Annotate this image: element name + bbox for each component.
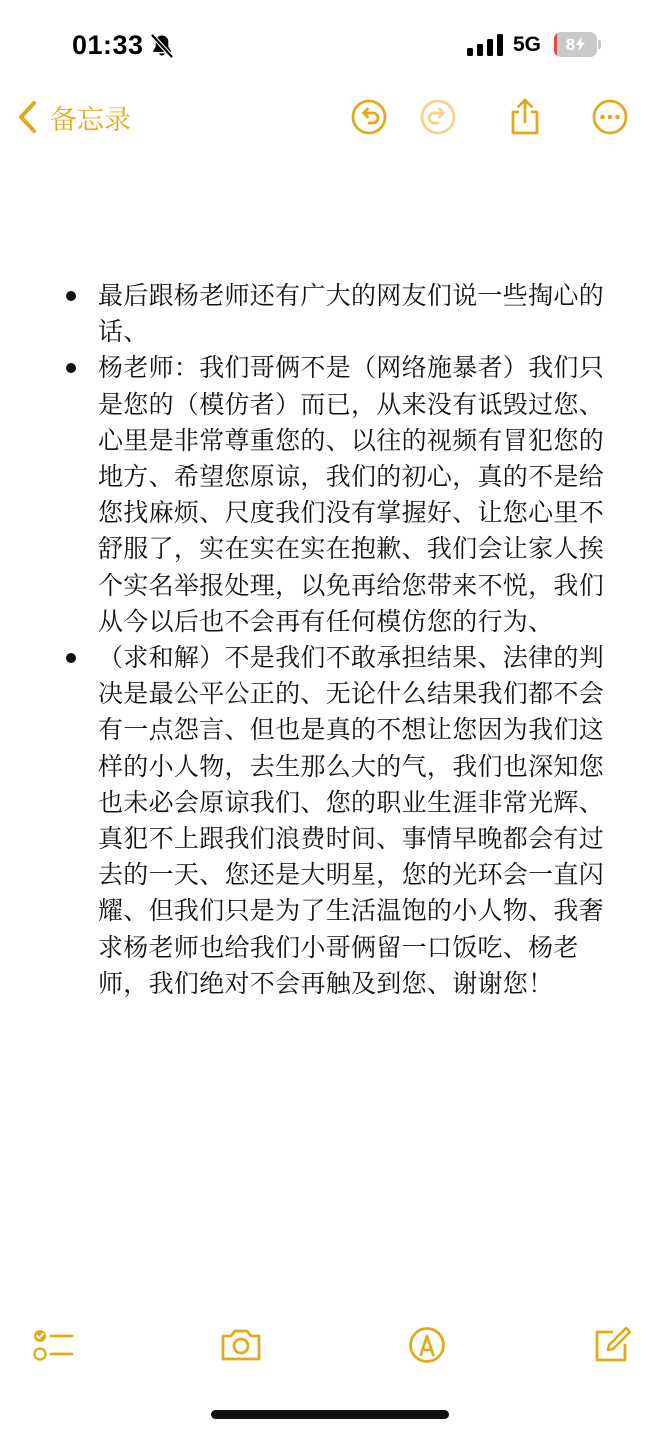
compose-button[interactable] (589, 1322, 635, 1368)
battery-percent: 8 (565, 35, 576, 54)
battery-charging-icon (554, 32, 602, 57)
list-item-text: 最后跟杨老师还有广大的网友们说一些掏心的话、 (98, 281, 605, 347)
compose-icon (591, 1325, 633, 1365)
share-button[interactable] (505, 96, 545, 138)
list-item (60, 278, 620, 350)
cellular-signal-icon (467, 34, 503, 56)
markup-button[interactable] (404, 1322, 450, 1368)
bell-slash-icon (150, 33, 174, 59)
list-item (60, 640, 620, 1002)
camera-icon (219, 1326, 263, 1364)
bullet-list (60, 278, 620, 1002)
checklist-button[interactable] (30, 1322, 76, 1368)
back-button-label: 备忘录 (50, 104, 131, 136)
undo-button[interactable] (349, 96, 389, 138)
chevron-left-icon (16, 99, 38, 135)
status-bar (0, 0, 660, 90)
note-content[interactable] (60, 278, 620, 1002)
bullet-icon (66, 291, 76, 301)
markup-pen-icon (407, 1325, 447, 1365)
more-icon (591, 98, 629, 136)
redo-button[interactable] (418, 96, 458, 138)
redo-icon (419, 98, 457, 136)
back-button[interactable] (16, 96, 131, 138)
status-time: 01:33 (72, 30, 144, 60)
network-type: 5G (513, 33, 542, 56)
share-icon (507, 97, 543, 137)
checklist-icon (32, 1326, 74, 1364)
list-item-text: 杨老师：我们哥俩不是（网络施暴者）我们只是您的（模仿者）而已，从来没有诋毁过您、心里是非常尊重您的、以往的视频有冒犯您的地方、希望您原谅，我们的初心，真的不是给您找麻烦、尺度我们没有掌握好、让您心里不舒服了，实在实在实在抱歉、我们会让家人挨个实名举报处理，以免再给您带来不悦，我们从今以后也不会再有任何模仿您的行为、 (98, 353, 605, 636)
camera-button[interactable] (218, 1322, 264, 1368)
undo-icon (350, 98, 388, 136)
list-item (60, 350, 620, 640)
more-button[interactable] (590, 96, 630, 138)
home-indicator[interactable] (211, 1410, 449, 1419)
bullet-icon (66, 363, 76, 373)
bolt-icon (576, 37, 585, 51)
list-item-text: （求和解）不是我们不敢承担结果、法律的判决是最公平公正的、无论什么结果我们都不会有一点怨言、但也是真的不想让您因为我们这样的小人物，去生那么大的气，我们也深知您也未必会原谅我们、您的职业生涯非常光辉、真犯不上跟我们浪费时间、事情早晚都会有过去的一天、您还是大明星，您的光环会一直闪耀、但我们只是为了生活温饱的小人物、我奢求杨老师也给我们小哥俩留一口饭吃、杨老师，我们绝对不会再触及到您、谢谢您！ (98, 643, 605, 998)
bullet-icon (66, 653, 76, 663)
